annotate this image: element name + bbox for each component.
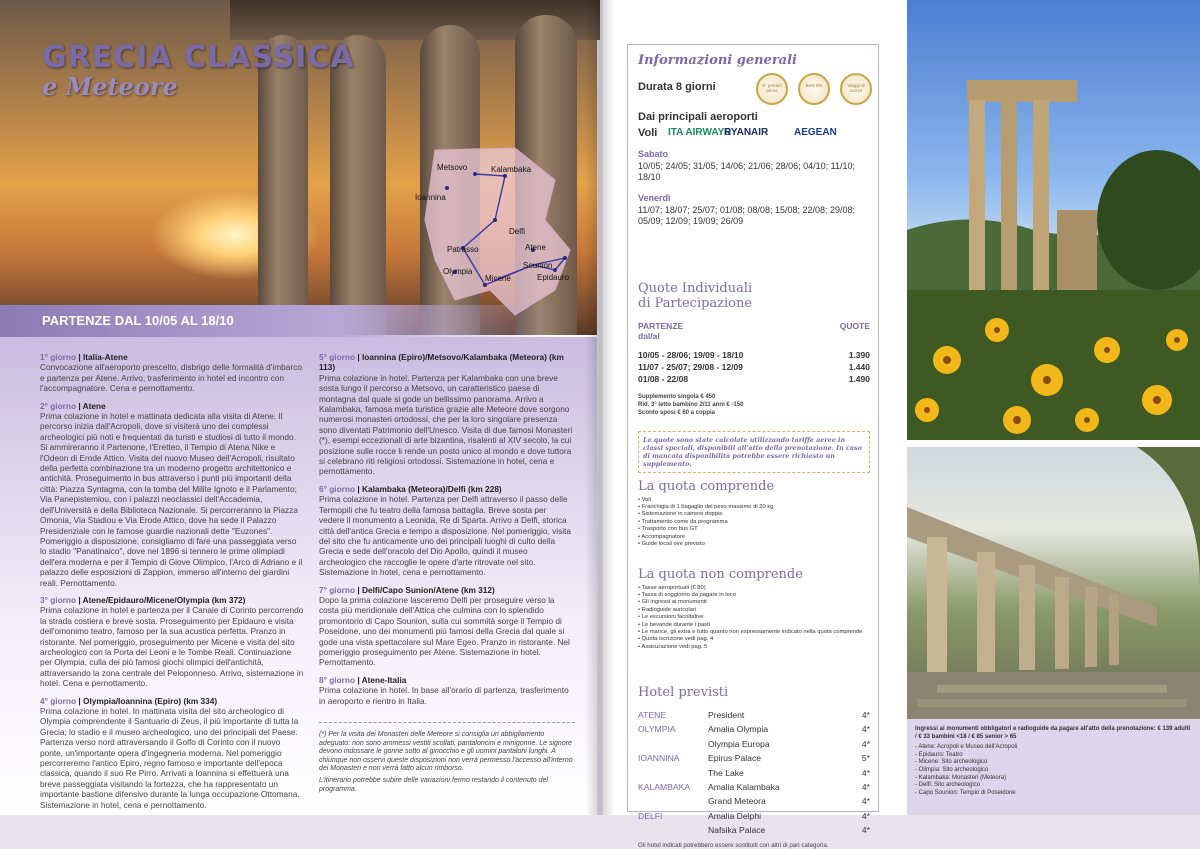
supplement-line: Sconto sposi € 60 a coppia	[638, 409, 716, 416]
hotel-city	[638, 823, 708, 837]
caryatid-statue	[330, 35, 386, 335]
included-list	[638, 497, 870, 549]
hotel-city: OLYMPIA	[638, 724, 676, 735]
quote-table	[638, 321, 870, 417]
hotel-city	[638, 737, 708, 751]
day-heading: Delfi/Capo Sunion/Atene (km 312)	[361, 584, 495, 595]
day-text: Prima colazione in hotel. In base all'orario di partenza, trasferimento in aeroporto e rientro in Italia.	[319, 685, 569, 706]
monasteries-note: (*) Per la visita dei Monasteri delle Meteore si consiglia un abbigliamento adeguato: non sono ammessi vestiti scollati, pantaloncini e minigonne. Le signore devono indossare le gonne sotto al ginocchio e gli uomini pantaloni lunghi. A chiunque non osservi queste disposizioni non verrà permesso l'accesso all'interno dei Monasteri e non verrà fatto alcun rimborso.	[319, 731, 573, 773]
saturday-departures	[638, 149, 870, 184]
hotel-title: Hotel previsti	[638, 685, 729, 700]
itinerary-day: 7° giorno | Delfi/Capo Sunion/Atene (km 312) Dopo la prima colazione lasceremo Delfi per proseguire verso la costa più meridionale dell'Attica che culmina con lo splendido promontorio di Capo Sounion, sulla cui sommità sorge il Tempio di Poseidone, uno dei monumenti più famosi della Grecia dal quale si gode una vista spettacolare sul Mare Egeo. Pranzo in ristorante. Nel pomeriggio proseguimento per Atene. Sistemazione in hotel. Pernottamento.	[319, 585, 573, 668]
right-page	[603, 0, 1200, 849]
not-included-title: La quota non comprende	[638, 567, 803, 582]
list-item: • Franchigia di 1 bagaglio del peso massimo di 20 kg	[638, 504, 870, 511]
list-item: • Trattamento come da programma	[638, 519, 870, 526]
saturday-dates: 10/05; 24/05; 31/05; 14/06; 21/06; 28/06; 04/10; 11/10; 18/10	[638, 160, 856, 182]
info-title: Informazioni generali	[638, 53, 797, 68]
info-box	[627, 44, 879, 849]
day-text: Prima colazione in hotel e partenza per il Canale di Corinto percorrendo la strada costiera e breve sosta. Proseguimento per Epidauro e visita dell'omonimo teatro, famoso per la sua acustica perfetta. Pranzo in ristorante. Nel pomeriggio, proseguimento per Micene e visita del sito archeologico con la Porta dei Leoni e le Tombe Reali. Continuazione per Olympia, culla dei più famosi giochi olimpici dell'antichità, attraversando la zona centrale del Peloponneso. Arrivo, sistemazione in hotel. Cena e pernottamento.	[40, 605, 304, 689]
map-label: Atene	[525, 243, 546, 252]
caption-item: - Epidauro: Teatro	[915, 752, 1192, 760]
hotel-name: The Lake	[708, 767, 744, 778]
hotel-note: Gli hotel indicati potrebbero essere sostituiti con altri di pari categoria.	[638, 841, 829, 849]
hotel-list	[638, 708, 870, 849]
day-text: Prima colazione in hotel. Partenza per Delfi attraverso il passo delle Termopili che fu teatro della famosa battaglia. Breve sosta per vedere il monumento a Leonida, Re di Sparta. Arrivo a Delfi, storica città dell'antica Grecia e tempo a disposizione. Nel pomeriggio, visita del sito che fu anticamente uno dei principali luoghi di culto della Grecia e sede dell'oracolo del Dio Apollo, quindi il museo archeologico che raccoglie le opere d'arte ritrovate nel sito. Sistemazione in hotel, cena e pernottamento.	[319, 494, 571, 578]
caryatid-statue	[258, 35, 308, 335]
list-item: • Tasse aeroportuali (€ 80)	[638, 585, 870, 592]
award-medal-icon: 5° premio prima	[756, 73, 788, 105]
footnote	[319, 722, 575, 797]
day-number: 4° giorno	[40, 695, 77, 706]
hotel-name: Amalia Olympia	[708, 724, 769, 735]
friday-dates: 11/07; 18/07; 25/07; 01/08; 08/08; 15/08; 22/08; 29/08; 05/09; 12/09; 19/09; 26/09	[638, 204, 856, 226]
map-label: Epidauro	[537, 273, 570, 282]
dal-al-header: dal/al	[638, 331, 660, 341]
friday-label: Venerdì	[638, 193, 671, 203]
map-label: Olympia	[443, 267, 473, 276]
partenze-band: PARTENZE DAL 10/05 AL 18/10	[0, 305, 560, 337]
hotel-stars: 4*	[861, 796, 870, 807]
friday-departures	[638, 193, 870, 228]
map-label: Metsovo	[437, 163, 468, 172]
map-label: Delfi	[509, 227, 526, 236]
left-page	[0, 0, 597, 815]
list-item: • Trasporto con bus GT	[638, 526, 870, 533]
hotel-row	[638, 780, 870, 794]
hotel-city: IOANNINA	[638, 753, 680, 764]
trip-title: GRECIA CLASSICA	[42, 40, 355, 75]
trip-subtitle: e Meteore	[42, 72, 178, 101]
page-gutter	[585, 0, 615, 815]
day-text: Convocazione all'aeroporto prescelto, disbrigo delle formalità d'imbarco e partenza per Atene. Arrivo, trasferimento in hotel ed incontro con l'accompagnatore. Cena e pernottamento.	[40, 362, 302, 394]
map-label: Sounion	[523, 261, 553, 270]
caption-item: - Capo Sounion: Tempio di Poseidone	[915, 790, 1192, 798]
quote-title-line1: Quote Individuali	[638, 281, 753, 296]
hotel-row	[638, 794, 870, 808]
delphi-scene	[907, 0, 1200, 440]
list-item: • Tassa di soggiorno da pagare in loco	[638, 592, 870, 599]
quote-period: 11/07 - 25/07; 29/08 - 12/09	[638, 362, 743, 372]
itinerary-day: 2° giorno | Atene Prima colazione in hotel e mattinata dedicata alla visita di Atene. Il percorso inizia dall'Acropoli, dove si visiterà uno dei complessi archeologici più noti e frequentati da turisti e studiosi di tutto il mondo. Si ammireranno il Partenone, l'Eretteo, il Tempio di Atena Nike e l'Odeon di Erode Attico. Visita del nuovo Museo dell'Acropoli, risultato della perfetta combinazione tra un moderno progetto architettonico e antichità. Proseguimento in bus attraverso i punti più importanti della città: Piazza Syntagma, con la tomba del Milite Ignoto e il Parlamento; Via Panepistemiou, con i palazzi neoclassici dell'Accademia, dell'Università e della Biblioteca Nazionale. Si percorreranno la Piazza Omonia, Via Stadiou e Via Erode Attico, dove ha sede il Palazzo Presidenziale con le famose guardie nazionali dette "Euzones". Pomeriggio a disposizione, consigliamo di fare una passeggiata verso lo stadio "Panatinaico", dove nel 1896 si tennero le prime olimpiadi dell'era moderna e per il Tempio di Giove Olimpico, l'Arco di Adriano e il palazzo delle esposizioni di Zappion, immerso all'interno dei giardini reali. Pernottamento.	[40, 400, 303, 588]
hotel-stars: 4*	[861, 810, 870, 821]
delphi-tholos-photo	[907, 0, 1200, 440]
day-text: Prima colazione in hotel. In mattinata visita del sito archeologico di Olympia comprendente il Santuario di Zeus, il più importante di tutta la Grecia; lo stadio e il museo archeologico, uno dei principali del Paese. Partenza verso nord attraversando il Golfo di Corinto con il nuovo ponte, un'importante opera d'ingegneria moderna. Nel pomeriggio percorreremo l'antico Epiro, regno famoso e importante dell'epoca classica, quando il suo Re Pirro. Arrivati a Ioannina si effettuerà una breve passeggiata visitando la fortezza, che ha rappresentato un importante bastione difensivo durante la lunga occupazione Ottomana. Sistemazione in hotel, cena e pernottamento.	[40, 706, 300, 810]
hotel-city: DELFI	[638, 810, 663, 821]
list-item: • Quota iscrizione vedi pag. 4	[638, 636, 870, 643]
hotel-row	[638, 737, 870, 751]
hotel-stars: 4*	[861, 738, 870, 749]
ryanair-logo: RYANAIR	[724, 127, 769, 138]
hotel-name: Grand Meteora	[708, 796, 766, 807]
list-item: • Le bevande durante i pasti	[638, 622, 870, 629]
ita-airways-logo: ITA AIRWAYS	[668, 127, 731, 138]
supplement-line: Rid. 3° letto bambino 2/11 anni € -150	[638, 401, 744, 408]
quote-price: 1.440	[848, 362, 870, 372]
hotel-row	[638, 823, 870, 837]
day-heading: Italia-Atene	[82, 352, 128, 362]
list-item: • Sistemazione in camere doppie	[638, 511, 870, 518]
list-item: • Assicurazione vedi pag. 5	[638, 644, 870, 651]
quote-row	[638, 361, 870, 373]
map-label: Kalambaka	[491, 165, 532, 174]
hotel-city: KALAMBAKA	[638, 782, 691, 793]
hotel-stars: 4*	[861, 782, 870, 793]
greece-route-map	[395, 140, 585, 330]
day-number: 5° giorno	[319, 352, 356, 362]
hotel-city	[638, 766, 708, 780]
day-number: 8° giorno	[319, 674, 356, 685]
day-heading: Ioannina (Epiro)/Metsovo/Kalambaka (Meteora) (km 113)	[319, 352, 564, 373]
itinerary-day: 5° giorno | Ioannina (Epiro)/Metsovo/Kalambaka (Meteora) (km 113) Prima colazione in hotel. Partenza per Kalambaka con una breve sosta lungo il percorso a Metsovo, un caratteristico paese di montagna dal quale si gode un bellissimo panorama. Arrivo a Kalambaka, famosa meta turistica grazie alle Meteore dove sorgono numerosi monasteri ortodossi, che per la loro singolare presenza sono diventati Patrimonio dell'Unesco. Visita di due famosi Monasteri (*), esempi eccezionali di arte bizantina, risalenti al XIV secolo, la cui posizione sulle rocce li rende un posto unico al mondo e dove tuttora si celebrano riti religiosi ortodossi. Sistemazione in hotel, cena e pernottamento.	[319, 352, 573, 477]
day-number: 2° giorno	[40, 400, 77, 411]
partenze-header: PARTENZE	[638, 321, 684, 331]
itinerary-column-2	[319, 352, 573, 713]
list-item: • Accompagnatore	[638, 534, 870, 541]
quote-title	[638, 281, 870, 311]
hero-image	[0, 0, 597, 335]
day-heading: Olympia/Ioannina (Epiro) (km 334)	[82, 695, 218, 706]
itinerary-note: L'itinerario potrebbe subire delle variazioni fermo restando il contenuto del programma.	[319, 776, 548, 793]
day-text: Dopo la prima colazione lasceremo Delfi per proseguire verso la costa più meridionale dell'Attica che culmina con lo splendido promontorio di Capo Sounion, sulla cui sommità sorge il Tempio di Poseidone, uno dei monumenti più famosi della Grecia dal quale si gode una vista spettacolare sul Mare Egeo. Pranzo in ristorante. Nel pomeriggio proseguimento per Atene. Sistemazione in hotel. Pernottamento.	[319, 594, 570, 668]
itinerary-day: 1° giorno | Italia-Atene Convocazione all'aeroporto prescelto, disbrigo delle formalità d'imbarco e partenza per Atene. Arrivo, trasferimento in hotel ed incontro con l'accompagnatore. Cena e pernottamento.	[40, 352, 304, 394]
day-heading: Atene	[82, 400, 106, 411]
itinerary-day: 6° giorno | Kalambaka (Meteora)/Delfi (km 228) Prima colazione in hotel. Partenza per Delfi attraverso il passo delle Termopili che fu teatro della famosa battaglia. Breve sosta per vedere il monumento a Leonida, Re di Sparta. Arrivo a Delfi, storica città dell'antica Grecia e tempo a disposizione. Nel pomeriggio, visita del sito che fu anticamente uno dei principali luoghi di culto della Grecia e sede dell'oracolo del Dio Apollo, quindi il museo archeologico che raccoglie le opere d'arte ritrovate nel sito. Sistemazione in hotel, cena e pernottamento.	[319, 483, 571, 578]
quote-price: 1.490	[848, 374, 870, 384]
day-heading: Atene/Epidauro/Micene/Olympia (km 372)	[82, 594, 246, 605]
hotel-name: Olympia Europa	[708, 738, 770, 749]
hotel-stars: 5*	[861, 753, 870, 764]
day-heading: Atene-Italia	[361, 674, 407, 685]
day-text: Prima colazione in hotel e mattinata dedicata alla visita di Atene. Il percorso inizia dall'Acropoli, dove si visiterà uno dei complessi archeologici più noti e frequentati da turisti e studiosi di tutto il mondo. Si ammireranno il Partenone, l'Eretteo, il Tempio di Atena Nike e l'Odeon di Erode Attico. Visita del nuovo Museo dell'Acropoli, risultato della perfetta combinazione tra un moderno progetto architettonico e antichità. Proseguimento in bus attraverso i punti più importanti della città: Piazza Syntagma, con la tomba del Milite Ignoto e il Parlamento; Via Panepistemiou, con i palazzi neoclassici dell'Accademia, dell'Università e della Biblioteca Nazionale. Si percorreranno la Piazza Omonia, Via Stadiou e Via Erode Attico, dove ha sede il Palazzo Presidenziale con le famose guardie nazionali dette "Euzones". Pomeriggio a disposizione, consigliamo di fare una passeggiata verso lo stadio "Panatinaico", dove nel 1896 si tennero le prime olimpiadi dell'era moderna e per il Tempio di Giove Olimpico, l'Arco di Adriano e il palazzo delle esposizioni di Zappion, immerso all'interno dei giardini reali. Pernottamento.	[40, 411, 303, 588]
day-number: 3° giorno	[40, 594, 77, 605]
quote-row	[638, 349, 870, 361]
hotel-name: President	[708, 710, 745, 720]
map-label: Micene	[485, 274, 511, 283]
caption-item: - Delfi: Sito archeologico	[915, 782, 1192, 790]
hotel-city: ATENE	[638, 710, 667, 720]
list-item: • Radioguide auricolari	[638, 607, 870, 614]
monuments-caption	[907, 719, 1200, 815]
duration: Durata 8 giorni	[638, 81, 716, 93]
itinerary-day: 8° giorno | Atene-Italia Prima colazione in hotel. In base all'orario di partenza, trasferimento in aeroporto e rientro in Italia.	[319, 675, 573, 706]
award-medal-icon: Best 0%	[798, 73, 830, 105]
quote-period: 10/05 - 28/06; 19/09 - 18/10	[638, 350, 744, 360]
quote-header: QUOTE	[839, 321, 870, 331]
map-label: Ioannina	[415, 193, 446, 202]
hotel-row	[638, 766, 870, 780]
list-item: • Le mance, gli extra e tutto quanto non espressamente indicato nella quota comprende	[638, 629, 870, 636]
not-included-list	[638, 585, 870, 652]
hotel-row	[638, 708, 870, 722]
list-item: • Gli ingressi ai monumenti	[638, 599, 870, 606]
list-item: • Voli	[638, 497, 870, 504]
day-heading: Kalambaka (Meteora)/Delfi (km 228)	[361, 483, 502, 494]
temple-scene	[907, 447, 1200, 719]
day-number: 1° giorno	[40, 352, 77, 362]
hotel-name: Epirus Palace	[708, 753, 762, 764]
hotel-stars: 4*	[861, 825, 870, 836]
hotel-row	[638, 751, 870, 765]
itinerary-day: 3° giorno | Atene/Epidauro/Micene/Olympia (km 372) Prima colazione in hotel e partenza per il Canale di Corinto percorrendo la strada costiera e breve sosta. Proseguimento per Epidauro e visita dell'omonimo teatro, famoso per la sua acustica perfetta. Pranzo in ristorante. Nel pomeriggio, proseguimento per Micene e visita del sito archeologico con la Porta dei Leoni e le Tombe Reali. Continuazione per Olympia, culla dei più famosi giochi olimpici dell'antichità, attraversando la zona centrale del Peloponneso. Arrivo, sistemazione in hotel. Cena e pernottamento.	[40, 594, 304, 689]
hotel-stars: 4*	[861, 710, 870, 720]
hotel-name: Nafsika Palace	[708, 825, 766, 836]
quote-title-line2: di Partecipazione	[638, 296, 753, 311]
itinerary-column-1	[40, 352, 304, 817]
map-label: Patrasso	[447, 245, 479, 254]
itinerary-day: 4° giorno | Olympia/Ioannina (Epiro) (km 334) Prima colazione in hotel. In mattinata visita del sito archeologico di Olympia comprendente il Santuario di Zeus, il più importante di tutta la Grecia; lo stadio e il museo archeologico, uno dei principali del Paese. Partenza verso nord attraversando il Golfo di Corinto con il nuovo ponte, un'importante opera d'ingegneria moderna. Nel pomeriggio percorreremo l'antico Epiro, regno famoso e importante dell'epoca classica, quando il suo Re Pirro. Arrivati a Ioannina si effettuerà una breve passeggiata visitando la fortezza, che ha rappresentato un importante bastione difensivo durante la lunga occupazione Ottomana. Sistemazione in hotel, cena e pernottamento.	[40, 696, 304, 810]
quote-row	[638, 373, 870, 385]
airports-heading: Dai principali aeroporti	[638, 111, 758, 123]
caption-item: - Kalambaka: Monasteri (Meteora)	[915, 775, 1192, 783]
caption-intro: Ingressi ai monumenti obbligatori e radioguide da pagare all'atto della prenotazione: € 139 adulti / € 33 bambini <18 / € 85 senior > 65	[915, 726, 1191, 740]
list-item: • Le escursioni facoltative	[638, 614, 870, 621]
hotel-city	[638, 794, 708, 808]
award-medal-icon: Viaggi di nozze	[840, 73, 872, 105]
hotel-row	[638, 809, 870, 823]
aegean-logo: AEGEAN	[794, 127, 837, 138]
not-included-section	[638, 569, 870, 651]
day-number: 7° giorno	[319, 584, 356, 595]
caption-item: - Atene: Acropoli e Museo dell'Acropoli	[915, 744, 1192, 752]
quote-price: 1.390	[848, 350, 870, 360]
day-text: Prima colazione in hotel. Partenza per Kalambaka con una breve sosta lungo il percorso a Metsovo, un caratteristico paese di montagna dal quale si gode un bellissimo panorama. Arrivo a Kalambaka, famosa meta turistica grazie alle Meteore dove sorgono numerosi monasteri ortodossi, che per la loro singolare presenza sono diventati Patrimonio dell'Unesco. Visita di due famosi Monasteri (*), esempi eccezionali di arte bizantina, risalenti al XIV secolo, la cui posizione sulle rocce li rende un posto unico al mondo e dove tuttora si celebrano riti religiosi ortodossi. Sistemazione in hotel, cena e pernottamento.	[319, 372, 573, 477]
hotel-stars: 4*	[861, 767, 870, 778]
day-number: 6° giorno	[319, 483, 356, 494]
temple-colonnade-photo	[907, 447, 1200, 719]
supplement-line: Supplemento singola € 450	[638, 394, 716, 400]
hotel-row	[638, 722, 870, 736]
flights-label: Voli	[638, 127, 658, 139]
hotel-stars: 4*	[861, 724, 870, 735]
quote-period: 01/08 - 22/08	[638, 374, 689, 384]
hotel-name: Amalia Delphi	[708, 810, 762, 821]
list-item: • Guide locali ove previsto	[638, 541, 870, 548]
included-section	[638, 481, 870, 548]
fare-note: Le quote sono state calcolate utilizzando tariffe aeree in classi speciali, disponibili all'atto della prenotazione. In caso di mancata disponibilità potrebbe essere richiesto un supplemento.	[638, 431, 870, 473]
caption-item: - Micene: Sito archeologico	[915, 759, 1192, 767]
hotel-name: Amalia Kalambaka	[708, 782, 780, 793]
saturday-label: Sabato	[638, 149, 669, 159]
caption-item: - Olimpia: Sito archeologico	[915, 767, 1192, 775]
included-title: La quota comprende	[638, 479, 775, 494]
